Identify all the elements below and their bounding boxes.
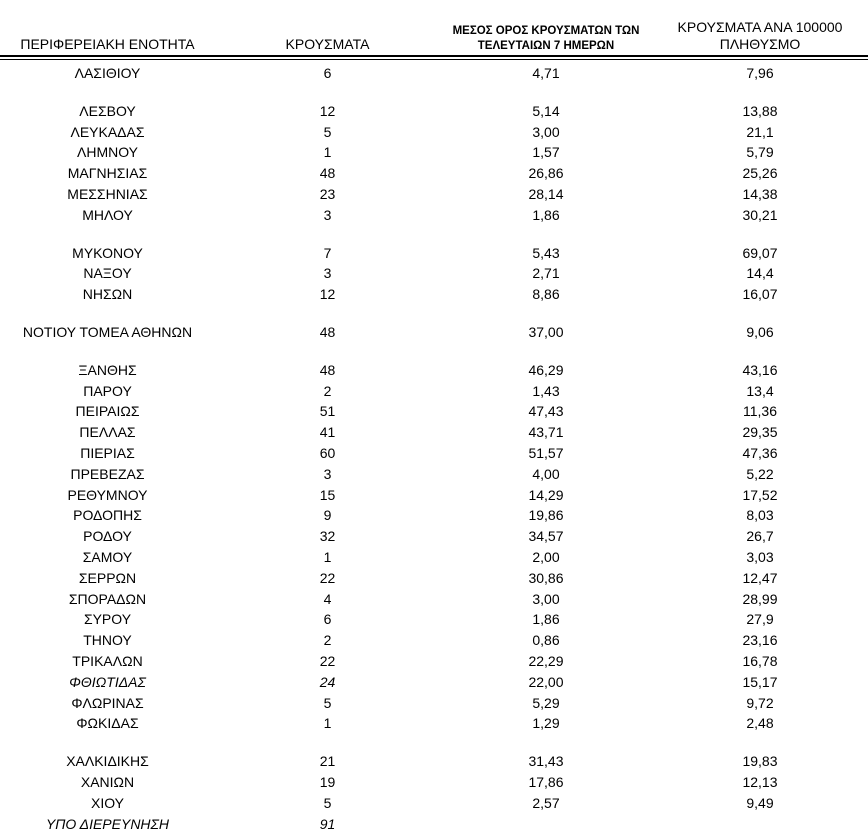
column-header-regional-unit: ΠΕΡΙΦΕΡΕΙΑΚΗ ΕΝΟΤΗΤΑ [20,36,195,52]
per-100k-cell: 16,78 [742,652,778,669]
column-header-per-100k [652,19,868,55]
per-100k-cell: 16,07 [742,286,778,303]
avg-7day-cell: 46,29 [528,361,564,378]
cases-cell: 1 [323,715,332,732]
table-row [0,589,868,610]
cases-cell: 12 [319,102,336,119]
region-name-cell: ΧΙΟΥ [90,794,124,811]
cases-cell: 91 [319,815,336,832]
per-100k-cell: 3,03 [746,548,774,565]
avg-7day-cell: 51,57 [528,444,564,461]
cases-cell: 41 [319,424,336,441]
region-name-cell: ΦΘΙΩΤΙΔΑΣ [69,673,146,690]
per-100k-cell: 9,49 [746,794,774,811]
cases-cell: 9 [323,507,332,524]
region-name-cell: ΦΩΚΙΔΑΣ [76,715,139,732]
table-row [0,322,868,343]
column-header-cases: ΚΡΟΥΣΜΑΤΑ [285,36,370,52]
per-100k-cell: 17,52 [742,486,778,503]
region-name-cell: ΤΗΝΟΥ [83,632,132,649]
table-row [0,505,868,526]
avg-7day-cell: 34,57 [528,528,564,545]
table-row [0,814,868,833]
table-row [0,163,868,184]
table-row [0,401,868,422]
cases-cell: 5 [323,123,332,140]
blank-row-spacer [0,734,868,751]
region-name-cell: ΠΕΙΡΑΙΩΣ [75,403,140,420]
cases-cell: 7 [323,244,332,261]
region-name-cell: ΦΛΩΡΙΝΑΣ [71,694,144,711]
cases-cell: 3 [323,465,332,482]
cases-cell: 5 [323,694,332,711]
blank-row-spacer [0,343,868,360]
cases-cell: 22 [319,569,336,586]
region-name-cell: ΝΑΞΟΥ [83,265,132,282]
region-name-cell: ΠΑΡΟΥ [83,382,132,399]
cases-cell: 5 [323,794,332,811]
cases-cell: 1 [323,548,332,565]
avg-7day-cell: 19,86 [528,507,564,524]
cases-cell: 19 [319,773,336,790]
avg-7day-cell: 3,00 [532,123,560,140]
avg-7day-cell: 1,86 [532,611,560,628]
table-row [0,772,868,793]
region-name-cell: ΥΠΟ ΔΙΕΡΕΥΝΗΣΗ [45,815,170,832]
region-name-cell: ΛΕΣΒΟΥ [79,102,136,119]
avg-7day-cell: 1,43 [532,382,560,399]
cases-cell: 21 [319,753,336,770]
cases-cell: 48 [319,361,336,378]
column-header-avg-7day-line1: ΜΕΣΟΣ ΟΡΟΣ ΚΡΟΥΣΜΑΤΩΝ ΤΩΝ [452,25,640,37]
avg-7day-cell: 5,14 [532,102,560,119]
table-row [0,381,868,402]
cases-cell: 4 [323,590,332,607]
blank-row-spacer [0,305,868,322]
per-100k-cell: 19,83 [742,753,778,770]
avg-7day-cell: 4,00 [532,465,560,482]
per-100k-cell: 12,47 [742,569,778,586]
table-row [0,751,868,772]
region-name-cell: ΞΑΝΘΗΣ [78,361,137,378]
region-name-cell: ΠΙΕΡΙΑΣ [80,444,135,461]
per-100k-cell: 14,4 [746,265,774,282]
region-name-cell: ΡΟΔΟΠΗΣ [73,507,142,524]
per-100k-cell: 25,26 [742,165,778,182]
avg-7day-cell: 1,86 [532,206,560,223]
cases-cell: 15 [319,486,336,503]
per-100k-cell: 29,35 [742,424,778,441]
per-100k-cell: 13,88 [742,102,778,119]
cases-cell: 1 [323,144,332,161]
region-name-cell: ΣΕΡΡΩΝ [78,569,137,586]
per-100k-cell: 21,1 [746,123,774,140]
avg-7day-cell: 47,43 [528,403,564,420]
cases-cell: 6 [323,65,332,81]
region-name-cell: ΠΡΕΒΕΖΑΣ [70,465,145,482]
region-name-cell: ΜΥΚΟΝΟΥ [72,244,143,261]
region-name-cell: ΛΗΜΝΟΥ [76,144,138,161]
table-row [0,630,868,651]
avg-7day-cell: 5,43 [532,244,560,261]
per-100k-cell: 2,48 [746,715,774,732]
table-row [0,243,868,264]
table-row [0,485,868,506]
per-100k-cell: 47,36 [742,444,778,461]
table-row [0,693,868,714]
table-row [0,63,868,84]
table-row [0,263,868,284]
region-name-cell: ΣΠΟΡΑΔΩΝ [68,590,147,607]
avg-7day-cell: 1,29 [532,715,560,732]
per-100k-cell: 69,07 [742,244,778,261]
per-100k-cell: 43,16 [742,361,778,378]
avg-7day-cell: 4,71 [532,65,560,81]
region-name-cell: ΝΗΣΩΝ [82,286,133,303]
table-header-row [0,0,868,55]
cases-cell: 6 [323,611,332,628]
cases-cell: 2 [323,382,332,399]
table-row [0,793,868,814]
region-name-cell: ΣΑΜΟΥ [82,548,133,565]
per-100k-cell: 9,72 [746,694,774,711]
per-100k-cell: 8,03 [746,507,774,524]
cases-cell: 24 [319,673,336,690]
avg-7day-cell: 22,29 [528,652,564,669]
region-name-cell: ΛΑΣΙΘΙΟΥ [74,65,141,81]
cases-cell: 23 [319,185,336,202]
table-row [0,142,868,163]
cases-cell: 48 [319,323,336,340]
region-name-cell: ΜΗΛΟΥ [82,206,133,223]
region-name-cell: ΜΕΣΣΗΝΙΑΣ [67,185,148,202]
region-name-cell: ΤΡΙΚΑΛΩΝ [72,652,143,669]
region-name-cell: ΠΕΛΛΑΣ [79,424,136,441]
avg-7day-cell: 26,86 [528,165,564,182]
table-row [0,205,868,226]
region-name-cell: ΡΟΔΟΥ [83,528,132,545]
blank-row-spacer [0,84,868,101]
avg-7day-cell: 5,29 [532,694,560,711]
table-row [0,122,868,143]
per-100k-cell: 9,06 [746,323,774,340]
avg-7day-cell: 2,57 [532,794,560,811]
table-row [0,568,868,589]
table-row [0,443,868,464]
avg-7day-cell: 1,57 [532,144,560,161]
cases-cell: 32 [319,528,336,545]
per-100k-cell: 12,13 [742,773,778,790]
avg-7day-cell: 3,00 [532,590,560,607]
avg-7day-cell: 0,86 [532,632,560,649]
table-row [0,526,868,547]
blank-row-spacer [0,226,868,243]
per-100k-cell: 11,36 [743,403,777,420]
table-row [0,464,868,485]
avg-7day-cell: 31,43 [528,753,564,770]
table-row [0,422,868,443]
table-row [0,284,868,305]
per-100k-cell: 5,22 [746,465,774,482]
per-100k-cell: 26,7 [746,528,774,545]
cases-cell: 12 [319,286,336,303]
avg-7day-cell: 37,00 [528,323,564,340]
column-header-per-100k-line1: ΚΡΟΥΣΜΑΤΑ ΑΝΑ 100000 [677,19,843,35]
table-row [0,651,868,672]
region-name-cell: ΝΟΤΙΟΥ ΤΟΜΕΑ ΑΘΗΝΩΝ [22,323,193,340]
column-header-per-100k-line2: ΠΛΗΘΥΣΜΟ [719,36,801,52]
per-100k-cell: 27,9 [746,611,774,628]
cases-cell: 22 [319,652,336,669]
table-row [0,547,868,568]
per-100k-cell: 15,17 [742,673,778,690]
avg-7day-cell: 22,00 [528,673,564,690]
region-name-cell: ΣΥΡΟΥ [83,611,132,628]
cases-cell: 60 [319,444,336,461]
per-100k-cell: 30,21 [742,206,778,223]
per-100k-cell: 13,4 [746,382,774,399]
avg-7day-cell: 17,86 [528,773,564,790]
table-row [0,360,868,381]
cases-cell: 48 [319,165,336,182]
region-name-cell: ΜΑΓΝΗΣΙΑΣ [67,165,148,182]
table-row [0,672,868,693]
avg-7day-cell: 2,00 [532,548,560,565]
per-100k-cell: 7,96 [746,65,774,81]
table-row [0,101,868,122]
column-header-avg-7day-line2: ΤΕΛΕΥΤΑΙΩΝ 7 ΗΜΕΡΩΝ [477,39,615,52]
region-name-cell: ΡΕΘΥΜΝΟΥ [67,486,148,503]
table-body [0,60,868,833]
avg-7day-cell: 43,71 [528,424,564,441]
avg-7day-cell: 8,86 [532,286,560,303]
region-name-cell: ΧΑΛΚΙΔΙΚΗΣ [66,753,149,770]
table-row [0,609,868,630]
column-header-avg-7day [440,24,652,55]
cases-cell: 3 [323,206,332,223]
cases-cell: 2 [323,632,332,649]
per-100k-cell: 14,38 [742,185,778,202]
per-100k-cell: 28,99 [742,590,778,607]
cases-cell: 3 [323,265,332,282]
region-name-cell: ΧΑΝΙΩΝ [80,773,135,790]
avg-7day-cell: 14,29 [528,486,564,503]
table-row [0,184,868,205]
avg-7day-cell: 28,14 [528,185,564,202]
per-100k-cell: 23,16 [742,632,778,649]
table-row [0,713,868,734]
avg-7day-cell: 30,86 [528,569,564,586]
avg-7day-cell: 2,71 [532,265,560,282]
per-100k-cell: 5,79 [746,144,774,161]
region-name-cell: ΛΕΥΚΑΔΑΣ [70,123,145,140]
cases-cell: 51 [319,403,336,420]
